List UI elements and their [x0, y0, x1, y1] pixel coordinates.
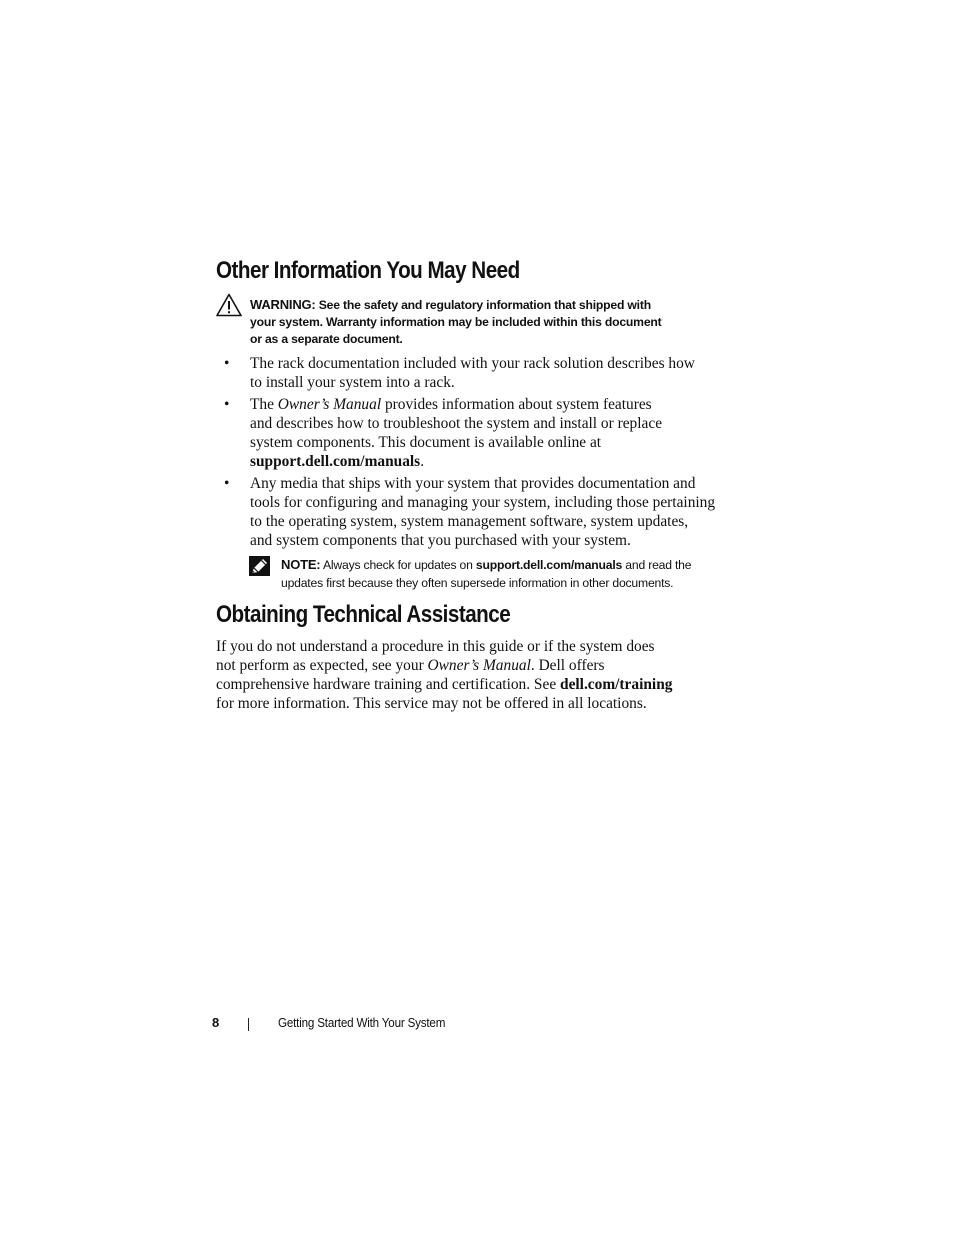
section-heading-other-information: Other Information You May Need	[216, 257, 520, 284]
owners-manual-title: Owner’s Manual	[277, 396, 382, 413]
section-heading-technical-assistance: Obtaining Technical Assistance	[216, 601, 511, 628]
list-item-line: tools for configuring and managing your system, including those pertaining	[250, 494, 716, 511]
list-item-line: to the operating system, system management software, system updates,	[250, 513, 689, 530]
text-run: and read the	[622, 558, 692, 572]
warning-text	[250, 296, 720, 348]
note-line-2: updates first because they often supersede information in other documents.	[281, 576, 674, 590]
documentation-list	[216, 354, 716, 553]
paragraph-line	[216, 656, 716, 675]
note-label: NOTE:	[281, 557, 321, 572]
list-item-line	[250, 452, 716, 471]
note-support-link[interactable]: support.dell.com/manuals	[475, 558, 623, 572]
text-run: provides information about system features	[381, 396, 652, 413]
text-run: comprehensive hardware training and certification. See	[216, 676, 561, 693]
dell-training-link[interactable]: dell.com/training	[560, 676, 673, 693]
paragraph-line: for more information. This service may not be offered in all locations.	[216, 695, 647, 712]
bullet-dot: •	[224, 396, 230, 413]
warning-line-2: your system. Warranty information may be included within this document	[250, 315, 662, 329]
warning-triangle-icon	[216, 293, 242, 317]
list-item-line: The rack documentation included with your rack solution describes how	[250, 355, 695, 372]
page-number: 8	[212, 1015, 220, 1030]
technical-assistance-paragraph	[216, 637, 716, 713]
page-footer	[0, 1015, 954, 1035]
text-run: not perform as expected, see your	[216, 657, 428, 674]
list-item-line: to install your system into a rack.	[250, 374, 455, 391]
list-item	[216, 354, 716, 392]
text-run: The	[250, 396, 278, 413]
list-item-line	[250, 395, 716, 414]
warning-line-3: or as a separate document.	[250, 332, 403, 346]
warning-label: WARNING:	[250, 297, 316, 312]
note-text	[281, 556, 721, 592]
text-run: . Dell offers	[530, 657, 605, 674]
text-run: .	[420, 453, 425, 470]
list-item	[216, 474, 716, 550]
note-pencil-icon	[249, 556, 270, 576]
bullet-dot: •	[224, 475, 230, 492]
list-item	[216, 395, 716, 471]
footer-divider	[248, 1018, 249, 1031]
list-item-line: system components. This document is available online at	[250, 434, 602, 451]
paragraph-line	[216, 675, 716, 694]
warning-line-1: See the safety and regulatory information that shipped with	[318, 298, 651, 312]
bullet-dot: •	[224, 355, 230, 372]
list-item-line: and describes how to troubleshoot the system and install or replace	[250, 415, 663, 432]
list-item-line: and system components that you purchased with your system.	[250, 532, 631, 549]
text-run: Always check for updates on	[320, 558, 476, 572]
paragraph-line: If you do not understand a procedure in this guide or if the system does	[216, 638, 655, 655]
list-item-line: Any media that ships with your system that provides documentation and	[250, 475, 696, 492]
support-manuals-link[interactable]: support.dell.com/manuals	[250, 453, 421, 470]
owners-manual-title: Owner’s Manual	[427, 657, 531, 674]
footer-title: Getting Started With Your System	[278, 1016, 446, 1030]
